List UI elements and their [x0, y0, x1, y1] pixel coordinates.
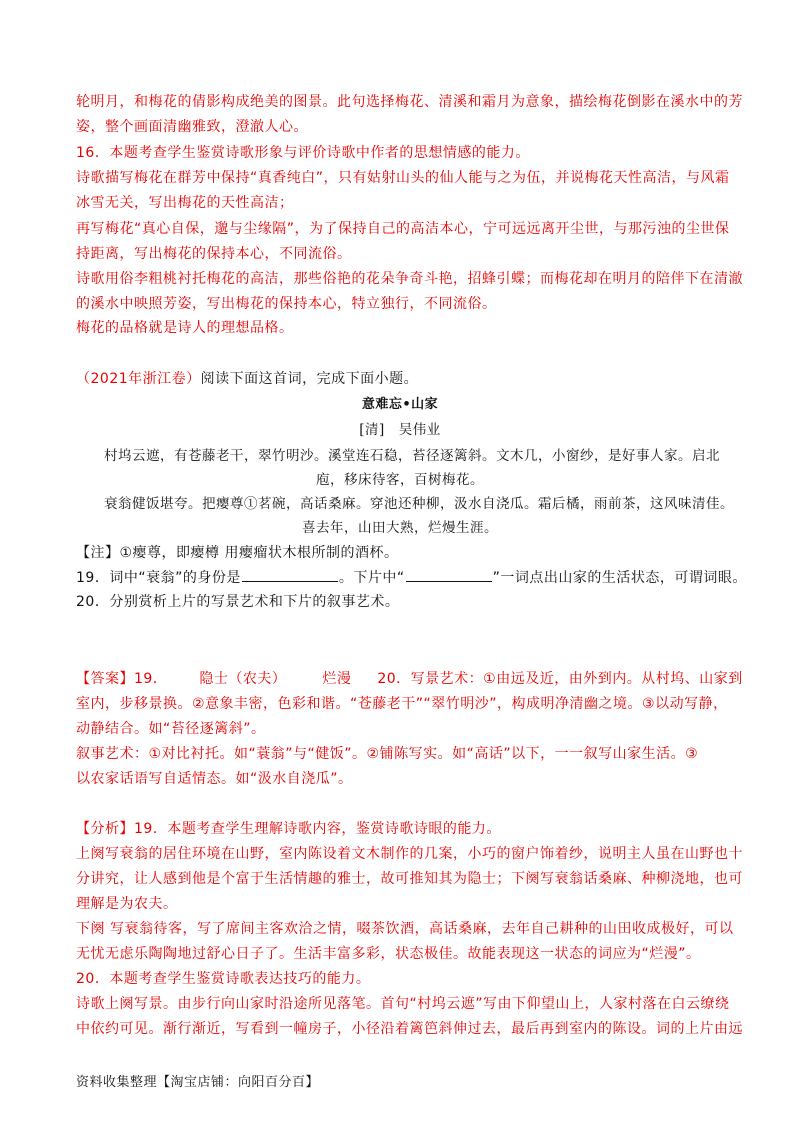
answer-label: 【答案】19． [76, 671, 168, 687]
answer-line: 室内，步移景换。②意象丰密，色彩和谐。“苍藤老干”“翠竹明沙”，构成明净清幽之境。③以动写静， [76, 696, 728, 712]
analysis-line: 理解是为农夫。 [76, 896, 178, 912]
question-intro: 阅读下面这首词，完成下面小题。 [200, 371, 419, 387]
analysis-top-line: 轮明月，和梅花的倩影构成绝美的图景。此句选择梅花、清溪和霜月为意象，描绘梅花倒影在溪水中的芳 [76, 94, 743, 110]
answer-blank [242, 567, 338, 582]
analysis-line: 【分析】19．本题考查学生理解诗歌内容，鉴赏诗歌诗眼的能力。 [76, 821, 501, 837]
analysis-line: 中依约可见。渐行渐近，写看到一幢房子，小径沿着篱笆斜伸过去，最后再到室内的陈设。词的上片由远 [76, 1021, 743, 1037]
question-20: 20．分别赏析上片的写景艺术和下片的叙事艺术。 [76, 594, 400, 610]
answer-20-start: 20．写景艺术：①由远及近，由外到内。从村坞、山家到 [377, 671, 743, 687]
answer-line: 以农家话语写自适情态。如“汲水自浇瓜”。 [76, 771, 353, 787]
analysis-top-line: 冰雪无关，写出梅花的天性高洁； [76, 195, 294, 211]
analysis-top-line: 再写梅花“真心自保，邈与尘缘隔”，为了保持自己的高洁本心，宁可远远离开尘世，与那污浊的尘世保 [76, 221, 730, 237]
question-source: （2021年浙江卷） [76, 371, 201, 387]
answer-19-word: 烂漫 [322, 671, 352, 687]
answer-blank [406, 567, 492, 582]
answer-line: 动静结合。如“苔径逐篱斜”。 [76, 721, 266, 737]
analysis-line: 20．本题考查学生鉴赏诗歌表达技巧的能力。 [76, 971, 371, 987]
analysis-top-line: 梅花的品格就是诗人的理想品格。 [76, 320, 294, 336]
q19-text-2: 。下片中“ [338, 570, 405, 586]
analysis-line: 分讲究，让人感到他是个富于生活情趣的雅士，故可推知其为隐士；下阕写衰翁话桑麻、种柳浇地，也可 [76, 871, 743, 887]
analysis-top-line: 的溪水中映照芳姿，写出梅花的保持本心，特立独行，不同流俗。 [76, 296, 497, 312]
q19-text-3: ”一词点出山家的生活状态，可谓词眼。 [492, 570, 747, 586]
answer-line-first [76, 669, 743, 689]
analysis-top-line: 持距离，写出梅花的保持本心，不同流俗。 [76, 246, 352, 262]
analysis-top-line: 16．本题考查学生鉴赏诗歌形象与评价诗歌中作者的思想情感的能力。 [76, 145, 530, 161]
analysis-top-line: 诗歌用俗李粗桃衬托梅花的高洁，那些俗艳的花朵争奇斗艳，招蜂引蝶；而梅花却在明月的陪伴下在清澈 [76, 271, 743, 287]
page-footer: 资料收集整理【淘宝店铺：向阳百分百】 [76, 1075, 320, 1090]
question-header [76, 369, 724, 389]
poem-note: 【注】①瘿尊，即瘿樽 用瘿瘤状木根所制的酒杯。 [76, 545, 399, 561]
poem-line: 村坞云遮，有苍藤老干，翠竹明沙。溪堂连石稳，苔径逐篱斜。文木几，小窗纱，是好事人家。启北 [104, 448, 720, 464]
poem-line: 喜去年，山田大熟，烂熳生涯。 [302, 520, 498, 536]
analysis-top-line: 姿，整个画面清幽雅致，澄澈人心。 [76, 119, 308, 135]
answer-line: 叙事艺术：①对比衬托。如“蓑翁”与“健饭”。②铺陈写实。如“高话”以下，一一叙写山家生活。③ [76, 746, 699, 762]
answer-19-identity: 隐士（农夫） [199, 671, 287, 687]
poem-author: [清] 吴伟业 [359, 422, 441, 438]
question-19 [76, 567, 747, 588]
analysis-line: 上阕写衰翁的居住环境在山野，室内陈设着文木制作的几案，小巧的窗户饰着纱，说明主人虽在山野也十 [76, 846, 743, 862]
analysis-line: 诗歌上阕写景。由步行向山家时沿途所见落笔。首句“村坞云遮”写由下仰望山上，人家村落在白云缭绕 [76, 996, 730, 1012]
poem-line: 衰翁健饭堪夸。把瘿尊①茗碗，高话桑麻。穿池还种柳，汲水自浇瓜。霜后橘，雨前茶，这风味清佳。 [104, 496, 734, 512]
poem-line: 庖，移床待客，百树梅花。 [316, 472, 484, 488]
q19-text-1: 19．词中“衰翁”的身份是 [76, 570, 241, 586]
analysis-line: 下阕 写衰翁待客，写了席间主客欢洽之情，啜茶饮酒，高话桑麻，去年自己耕种的山田收成极好，可以 [76, 921, 734, 937]
analysis-line: 无忧无虑乐陶陶地过舒心日子了。生活丰富多彩，状态极佳。故能表现这一状态的词应为“烂漫”。 [76, 946, 701, 962]
analysis-top-line: 诗歌描写梅花在群芳中保持“真香纯白”，只有姑射山头的仙人能与之为伍，并说梅花天性高洁，与风霜 [76, 170, 730, 186]
poem-title: 意难忘•山家 [361, 397, 439, 412]
